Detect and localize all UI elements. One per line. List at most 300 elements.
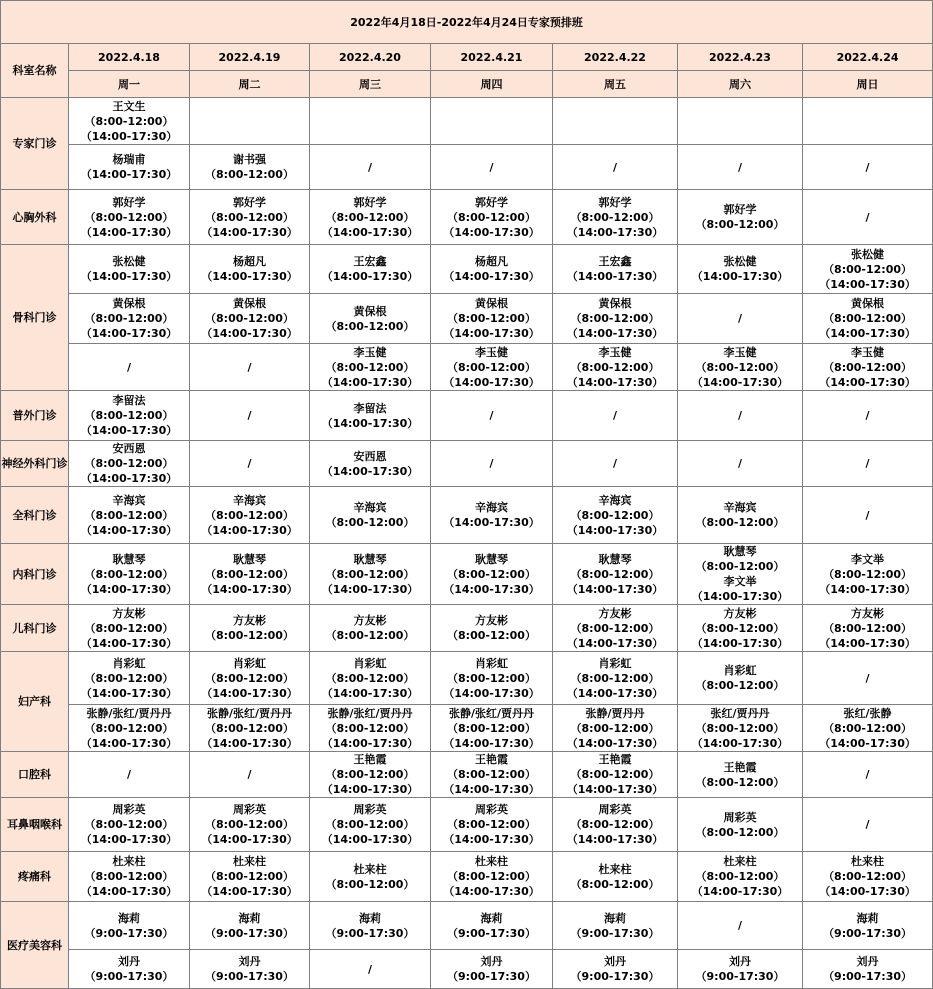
- schedule-cell: [310, 294, 431, 344]
- cell-line: （8:00-12:00）: [325, 818, 415, 831]
- cell-line: 黄保根: [475, 297, 508, 310]
- cell-line: /: [489, 409, 494, 422]
- schedule-cell: [310, 391, 431, 441]
- cell-line: 肖彩虹: [112, 656, 146, 670]
- cell-line: 郭好学: [233, 195, 266, 209]
- cell-line: （8:00-12:00）: [205, 721, 294, 735]
- schedule-cell: [310, 245, 431, 294]
- cell-line: 安西恩: [112, 442, 146, 455]
- schedule-cell: [310, 605, 431, 652]
- cell-line: 李玉健: [353, 345, 387, 359]
- cell-line: 黄保根: [598, 297, 632, 310]
- schedule-cell: [678, 190, 803, 245]
- date-header: 2022.4.24: [803, 44, 933, 71]
- cell-line: 王艳霞: [353, 753, 387, 766]
- cell-line: （8:00-12:00）: [205, 870, 294, 883]
- cell-line: 耿慧琴: [112, 552, 146, 566]
- cell-line: /: [367, 160, 373, 174]
- cell-line: /: [865, 160, 870, 174]
- cell-line: （8:00-12:00）: [205, 671, 294, 685]
- dept-name: 全科门诊: [1, 487, 69, 544]
- cell-line: （8:00-12:00）: [325, 629, 415, 642]
- cell-line: （14:00-17:30）: [321, 736, 419, 750]
- cell-line: （14:00-17:30）: [819, 582, 916, 596]
- cell-line: /: [737, 457, 743, 470]
- weekday-header: 周四: [431, 71, 553, 98]
- dept-name: 耳鼻咽喉科: [1, 798, 69, 852]
- schedule-cell: [310, 902, 431, 950]
- cell-line: 杜来柱: [598, 862, 632, 876]
- schedule-cell: [553, 98, 678, 145]
- cell-line: （14:00-17:30）: [80, 129, 178, 143]
- dept-name: 神经外科门诊: [1, 441, 69, 487]
- schedule-cell: [678, 98, 803, 145]
- cell-line: 辛海宾: [598, 493, 632, 507]
- schedule-cell: [803, 145, 933, 190]
- schedule-cell: [69, 190, 190, 245]
- schedule-cell: [678, 605, 803, 652]
- table-row: [1, 950, 933, 989]
- cell-line: （14:00-17:30）: [819, 736, 916, 750]
- cell-line: （8:00-12:00）: [695, 516, 785, 529]
- cell-line: /: [865, 508, 870, 522]
- cell-line: 海莉: [118, 911, 140, 925]
- schedule-cell: [431, 98, 553, 145]
- cell-line: （8:00-12:00）: [205, 312, 294, 325]
- cell-line: （8:00-12:00）: [447, 629, 536, 642]
- cell-line: /: [126, 768, 132, 781]
- cell-line: （9:00-17:30）: [84, 926, 174, 940]
- cell-line: （8:00-12:00）: [447, 768, 536, 781]
- cell-line: （8:00-12:00）: [695, 870, 785, 883]
- schedule-cell: [431, 902, 553, 950]
- schedule-cell: [678, 441, 803, 487]
- cell-line: （9:00-17:30）: [447, 970, 536, 983]
- cell-line: （8:00-12:00）: [325, 210, 415, 224]
- cell-line: 安西恩: [353, 449, 387, 463]
- schedule-cell: [553, 950, 678, 989]
- cell-line: （14:00-17:30）: [321, 464, 419, 478]
- cell-line: （14:00-17:30）: [80, 424, 178, 437]
- cell-line: （8:00-12:00）: [695, 775, 785, 789]
- cell-line: （8:00-12:00）: [695, 560, 785, 573]
- schedule-cell: [310, 752, 431, 798]
- schedule-cell: [553, 441, 678, 487]
- cell-line: /: [247, 768, 252, 781]
- table-row: [1, 605, 933, 652]
- cell-line: 王宏鑫: [353, 255, 387, 268]
- schedule-cell: [678, 705, 803, 752]
- schedule-cell: [69, 245, 190, 294]
- schedule-cell: [678, 145, 803, 190]
- cell-line: （8:00-12:00）: [447, 671, 536, 685]
- cell-line: （14:00-17:30）: [321, 375, 419, 389]
- cell-line: /: [737, 160, 743, 174]
- cell-line: 方友彬: [723, 606, 757, 620]
- cell-line: （8:00-12:00）: [84, 457, 174, 470]
- cell-line: 肖彩虹: [475, 656, 508, 670]
- dept-name: 疼痛科: [1, 852, 69, 902]
- cell-line: /: [489, 457, 494, 470]
- schedule-cell: [69, 605, 190, 652]
- schedule-cell: [69, 705, 190, 752]
- cell-line: （9:00-17:30）: [205, 926, 294, 940]
- cell-line: 辛海宾: [723, 501, 757, 514]
- schedule-cell: [803, 544, 933, 605]
- cell-line: （8:00-12:00）: [84, 671, 174, 685]
- cell-line: （14:00-17:30）: [80, 327, 178, 340]
- cell-line: 刘丹: [856, 955, 879, 968]
- cell-line: 肖彩虹: [598, 656, 632, 670]
- schedule-cell: [553, 344, 678, 391]
- schedule-cell: [803, 245, 933, 294]
- cell-line: （8:00-12:00）: [570, 508, 660, 522]
- cell-line: （14:00-17:30）: [80, 686, 178, 700]
- schedule-cell: [190, 344, 310, 391]
- cell-line: 刘丹: [480, 955, 503, 968]
- table-row: [1, 98, 933, 145]
- cell-line: （8:00-12:00）: [570, 621, 660, 635]
- cell-line: （14:00-17:30）: [566, 686, 664, 700]
- cell-line: 王艳霞: [475, 753, 508, 766]
- cell-line: 李文举: [723, 575, 757, 588]
- cell-line: 耿慧琴: [233, 552, 266, 566]
- cell-line: （14:00-17:30）: [443, 783, 540, 796]
- schedule-cell: [803, 798, 933, 852]
- cell-line: 周彩英: [353, 803, 387, 816]
- table-row: [1, 852, 933, 902]
- cell-line: （8:00-12:00）: [447, 818, 536, 831]
- cell-line: （8:00-12:00）: [695, 679, 785, 692]
- cell-line: 李玉健: [851, 345, 885, 359]
- schedule-cell: [69, 798, 190, 852]
- cell-line: （8:00-12:00）: [570, 312, 660, 325]
- cell-line: 李玉健: [598, 345, 632, 359]
- schedule-cell: [553, 752, 678, 798]
- cell-line: 张红/贾丹丹: [710, 706, 770, 720]
- cell-line: 郭好学: [353, 195, 387, 209]
- schedule-cell: [431, 391, 553, 441]
- cell-line: （14:00-17:30）: [321, 833, 419, 846]
- cell-line: （9:00-17:30）: [84, 970, 174, 983]
- cell-line: /: [865, 409, 870, 422]
- cell-line: （14:00-17:30）: [80, 168, 178, 181]
- cell-line: 王文生: [112, 99, 146, 113]
- cell-line: （14:00-17:30）: [443, 225, 540, 239]
- schedule-cell: [553, 798, 678, 852]
- cell-line: （14:00-17:30）: [443, 582, 540, 596]
- cell-line: 郭好学: [112, 195, 146, 209]
- schedule-cell: [310, 441, 431, 487]
- cell-line: 杜来柱: [233, 855, 266, 868]
- cell-line: （8:00-12:00）: [205, 567, 294, 581]
- cell-line: 张静/张红/贾丹丹: [448, 706, 535, 720]
- cell-line: /: [865, 210, 870, 224]
- cell-line: 耿慧琴: [598, 552, 632, 566]
- cell-line: （14:00-17:30）: [443, 833, 540, 846]
- table-row: [1, 441, 933, 487]
- schedule-cell: [69, 145, 190, 190]
- schedule-cell: [431, 344, 553, 391]
- cell-line: （14:00-17:30）: [566, 783, 664, 796]
- cell-line: （8:00-12:00）: [695, 360, 785, 374]
- schedule-cell: [190, 441, 310, 487]
- cell-line: （14:00-17:30）: [80, 523, 178, 537]
- cell-line: （14:00-17:30）: [566, 375, 664, 389]
- date-header: 2022.4.23: [678, 44, 803, 71]
- table-row: [1, 487, 933, 544]
- schedule-cell: [431, 544, 553, 605]
- cell-line: 杜来柱: [851, 855, 885, 868]
- schedule-cell: [69, 294, 190, 344]
- date-header: 2022.4.18: [69, 44, 190, 71]
- cell-line: （8:00-12:00）: [695, 721, 785, 735]
- cell-line: （8:00-12:00）: [823, 870, 913, 883]
- cell-line: 海莉: [480, 911, 503, 925]
- date-header: 2022.4.19: [190, 44, 310, 71]
- dept-name: 心胸外科: [1, 190, 69, 245]
- cell-line: 方友彬: [112, 606, 146, 620]
- schedule-cell: [190, 752, 310, 798]
- cell-line: （8:00-12:00）: [447, 721, 536, 735]
- cell-line: 谢书强: [233, 153, 266, 166]
- schedule-cell: [678, 487, 803, 544]
- schedule-cell: [678, 950, 803, 989]
- cell-line: 张静/张红/贾丹丹: [86, 706, 172, 720]
- cell-line: （14:00-17:30）: [201, 327, 298, 340]
- cell-line: （8:00-12:00）: [325, 768, 415, 781]
- cell-line: 郭好学: [723, 203, 757, 216]
- schedule-cell: [310, 705, 431, 752]
- schedule-cell: [69, 652, 190, 705]
- cell-line: 郭好学: [475, 195, 508, 209]
- schedule-cell: [678, 544, 803, 605]
- cell-line: （8:00-12:00）: [325, 721, 415, 735]
- schedule-cell: [310, 852, 431, 902]
- cell-line: （14:00-17:30）: [80, 885, 178, 898]
- cell-line: （8:00-12:00）: [84, 312, 174, 325]
- cell-line: （8:00-12:00）: [325, 516, 415, 529]
- cell-line: （14:00-17:30）: [443, 686, 540, 700]
- schedule-cell: [190, 950, 310, 989]
- table-row: [1, 652, 933, 705]
- cell-line: （9:00-17:30）: [823, 926, 913, 940]
- cell-line: 刘丹: [118, 955, 140, 968]
- cell-line: /: [247, 457, 252, 470]
- cell-line: （8:00-12:00）: [570, 360, 660, 374]
- cell-line: （14:00-17:30）: [566, 523, 664, 537]
- schedule-cell: [310, 950, 431, 989]
- schedule-cell: [190, 294, 310, 344]
- cell-line: （9:00-17:30）: [205, 970, 294, 983]
- cell-line: （14:00-17:30）: [566, 736, 664, 750]
- cell-line: （8:00-12:00）: [325, 319, 415, 333]
- schedule-cell: [310, 98, 431, 145]
- cell-line: /: [612, 409, 618, 422]
- cell-line: （14:00-17:30）: [566, 225, 664, 239]
- schedule-cell: [310, 190, 431, 245]
- dept-name: 妇产科: [1, 652, 69, 752]
- schedule-body: [1, 1, 933, 989]
- cell-line: （8:00-12:00）: [570, 721, 660, 735]
- cell-line: 海莉: [604, 911, 626, 925]
- table-row: [1, 391, 933, 441]
- cell-line: （8:00-12:00）: [695, 825, 785, 839]
- cell-line: /: [247, 409, 252, 422]
- schedule-cell: [553, 852, 678, 902]
- cell-line: 海莉: [238, 911, 261, 925]
- cell-line: /: [612, 457, 618, 470]
- schedule-cell: [803, 344, 933, 391]
- schedule-cell: [190, 145, 310, 190]
- cell-line: 郭好学: [598, 195, 632, 209]
- schedule-cell: [190, 852, 310, 902]
- schedule-cell: [431, 950, 553, 989]
- cell-line: （8:00-12:00）: [823, 567, 913, 581]
- cell-line: 海莉: [856, 911, 879, 925]
- cell-line: （14:00-17:30）: [321, 582, 419, 596]
- cell-line: （8:00-12:00）: [823, 621, 913, 635]
- cell-line: （14:00-17:30）: [566, 833, 664, 846]
- cell-line: （14:00-17:30）: [80, 833, 178, 846]
- cell-line: （8:00-12:00）: [823, 721, 913, 735]
- cell-line: 王艳霞: [598, 753, 632, 766]
- schedule-cell: [678, 294, 803, 344]
- cell-line: （8:00-12:00）: [205, 210, 294, 224]
- schedule-cell: [803, 652, 933, 705]
- cell-line: 张静/贾丹丹: [585, 706, 645, 720]
- cell-line: /: [865, 818, 870, 831]
- cell-line: 杨瑞甫: [112, 153, 146, 166]
- cell-line: （14:00-17:30）: [201, 523, 298, 537]
- schedule-cell: [431, 487, 553, 544]
- cell-line: 张松健: [112, 255, 146, 268]
- cell-line: （8:00-12:00）: [325, 877, 415, 891]
- cell-line: 方友彬: [598, 606, 632, 620]
- cell-line: （8:00-12:00）: [205, 168, 294, 181]
- cell-line: （8:00-12:00）: [570, 818, 660, 831]
- schedule-cell: [431, 190, 553, 245]
- weekday-header: 周三: [310, 71, 431, 98]
- schedule-cell: [69, 544, 190, 605]
- cell-line: /: [489, 160, 494, 174]
- cell-line: （14:00-17:30）: [443, 270, 540, 283]
- cell-line: 辛海宾: [475, 501, 508, 514]
- schedule-cell: [553, 652, 678, 705]
- cell-line: （14:00-17:30）: [443, 375, 540, 389]
- cell-line: （14:00-17:30）: [691, 270, 789, 283]
- schedule-cell: [678, 902, 803, 950]
- cell-line: （14:00-17:30）: [566, 636, 664, 650]
- cell-line: （8:00-12:00）: [325, 671, 415, 685]
- cell-line: （14:00-17:30）: [819, 375, 916, 389]
- schedule-cell: [431, 752, 553, 798]
- schedule-cell: [803, 441, 933, 487]
- cell-line: 张静/张红/贾丹丹: [206, 706, 293, 720]
- cell-line: （8:00-12:00）: [325, 360, 415, 374]
- cell-line: （14:00-17:30）: [80, 225, 178, 239]
- cell-line: 耿慧琴: [723, 545, 757, 558]
- schedule-cell: [310, 344, 431, 391]
- cell-line: （8:00-12:00）: [823, 312, 913, 325]
- cell-line: （14:00-17:30）: [321, 783, 419, 796]
- schedule-cell: [431, 145, 553, 190]
- cell-line: （9:00-17:30）: [695, 970, 785, 983]
- dept-name: 儿科门诊: [1, 605, 69, 652]
- cell-line: （8:00-12:00）: [447, 870, 536, 883]
- date-header: 2022.4.22: [553, 44, 678, 71]
- schedule-cell: [69, 902, 190, 950]
- cell-line: （8:00-12:00）: [84, 567, 174, 581]
- table-row: [1, 245, 933, 294]
- schedule-cell: [678, 752, 803, 798]
- cell-line: （14:00-17:30）: [80, 582, 178, 596]
- schedule-cell: [678, 652, 803, 705]
- dept-name: 口腔科: [1, 752, 69, 798]
- schedule-cell: [69, 391, 190, 441]
- cell-line: （8:00-12:00）: [570, 210, 660, 224]
- cell-line: /: [737, 312, 743, 325]
- cell-line: （14:00-17:30）: [321, 416, 419, 430]
- cell-line: （14:00-17:30）: [201, 833, 298, 846]
- cell-line: （14:00-17:30）: [566, 327, 664, 340]
- schedule-cell: [803, 605, 933, 652]
- schedule-cell: [69, 752, 190, 798]
- schedule-cell: [553, 544, 678, 605]
- cell-line: （8:00-12:00）: [205, 818, 294, 831]
- schedule-cell: [310, 798, 431, 852]
- cell-line: 张松健: [851, 247, 885, 261]
- cell-line: 肖彩虹: [353, 656, 387, 670]
- cell-line: 李玉健: [475, 345, 508, 359]
- cell-line: /: [865, 671, 870, 685]
- weekday-header: 周日: [803, 71, 933, 98]
- schedule-cell: [310, 145, 431, 190]
- weekday-header: 周二: [190, 71, 310, 98]
- schedule-cell: [431, 652, 553, 705]
- schedule-cell: [678, 245, 803, 294]
- cell-line: （8:00-12:00）: [84, 870, 174, 883]
- schedule-cell: [803, 902, 933, 950]
- schedule-cell: [678, 798, 803, 852]
- schedule-cell: [190, 902, 310, 950]
- schedule-cell: [803, 705, 933, 752]
- cell-line: （8:00-12:00）: [570, 567, 660, 581]
- cell-line: （8:00-12:00）: [84, 818, 174, 831]
- cell-line: （14:00-17:30）: [80, 736, 178, 750]
- table-row: [1, 344, 933, 391]
- cell-line: /: [865, 457, 870, 470]
- cell-line: （9:00-17:30）: [325, 926, 415, 940]
- schedule-cell: [190, 391, 310, 441]
- cell-line: （14:00-17:30）: [819, 636, 916, 650]
- cell-line: （14:00-17:30）: [321, 270, 419, 283]
- cell-line: （14:00-17:30）: [819, 885, 916, 898]
- table-row: [1, 752, 933, 798]
- dept-header: 科室名称: [1, 44, 69, 98]
- cell-line: （8:00-12:00）: [84, 621, 174, 635]
- cell-line: 刘丹: [729, 955, 751, 968]
- cell-line: 黄保根: [353, 304, 387, 318]
- cell-line: （8:00-12:00）: [447, 312, 536, 325]
- schedule-cell: [803, 190, 933, 245]
- cell-line: （14:00-17:30）: [566, 582, 664, 596]
- schedule-cell: [69, 852, 190, 902]
- cell-line: （8:00-12:00）: [823, 262, 913, 276]
- cell-line: （14:00-17:30）: [201, 270, 298, 283]
- schedule-cell: [803, 487, 933, 544]
- weekday-header: 周六: [678, 71, 803, 98]
